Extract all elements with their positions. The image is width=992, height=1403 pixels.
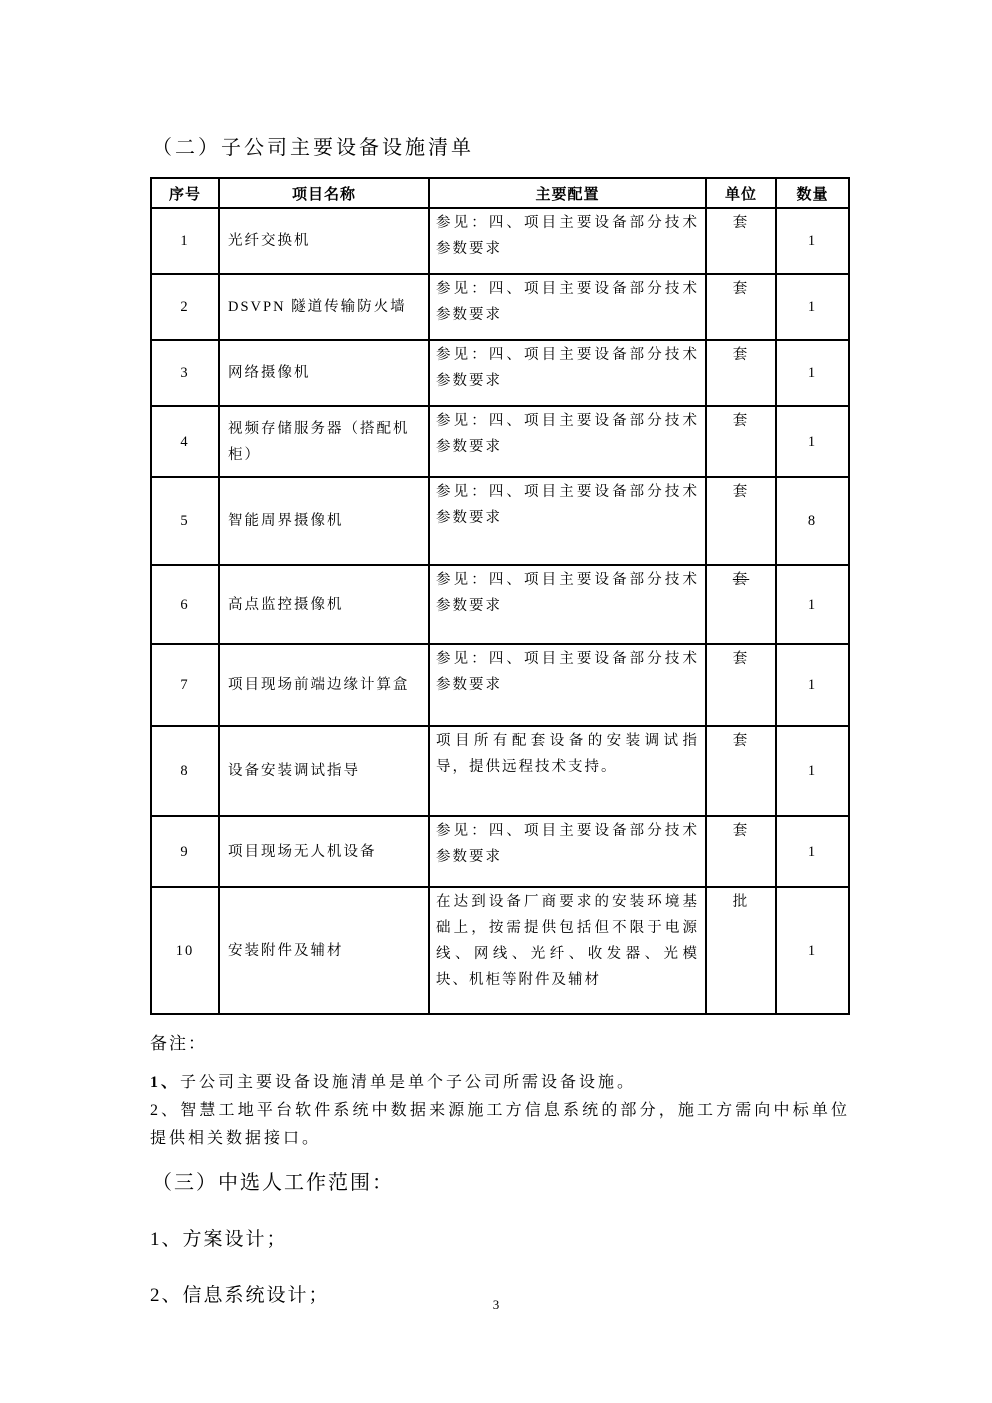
note-text: 子公司主要设备设施清单是单个子公司所需设备设施。 [180,1074,637,1091]
cell-config: 参见：四、项目主要设备部分技术参数要求 [429,816,706,887]
cell-no: 8 [151,726,219,816]
table-row [151,274,849,340]
table-row [151,208,849,274]
cell-no: 9 [151,816,219,887]
cell-name: 光纤交换机 [219,208,429,274]
cell-qty: 1 [776,565,849,644]
cell-config: 参见：四、项目主要设备部分技术参数要求 [429,644,706,726]
notes-label: 备注： [150,1034,207,1053]
cell-config: 参见：四、项目主要设备部分技术参数要求 [429,208,706,274]
note-prefix: 1、 [150,1074,181,1091]
header-qty: 数量 [776,178,849,208]
cell-no: 6 [151,565,219,644]
cell-unit: 套 [706,726,776,816]
cell-name: 设备安装调试指导 [219,726,429,816]
cell-name: 项目现场无人机设备 [219,816,429,887]
cell-config: 参见：四、项目主要设备部分技术参数要求 [429,340,706,406]
cell-name: DSVPN 隧道传输防火墙 [219,274,429,340]
cell-config: 参见：四、项目主要设备部分技术参数要求 [429,565,706,644]
section-title: （二）子公司主要设备设施清单 [152,137,474,159]
cell-qty: 1 [776,644,849,726]
cell-name: 网络摄像机 [219,340,429,406]
cell-config: 参见：四、项目主要设备部分技术参数要求 [429,406,706,477]
table-row [151,477,849,565]
table-body [151,208,849,1014]
table-row [151,406,849,477]
struck-unit-text: 套 [732,572,750,588]
cell-qty: 1 [776,726,849,816]
equipment-table [150,177,850,1015]
cell-name: 安装附件及辅材 [219,887,429,1014]
table-row [151,644,849,726]
cell-config: 在达到设备厂商要求的安装环境基础上，按需提供包括但不限于电源线、网线、光纤、收发器、光模块、机柜等附件及辅材 [429,887,706,1014]
table-row [151,887,849,1014]
section-heading: （三）中选人工作范围： [152,1172,394,1194]
table-row [151,340,849,406]
cell-name: 高点监控摄像机 [219,565,429,644]
cell-unit: 套 [706,208,776,274]
page-number: 3 [492,1297,500,1312]
cell-name: 智能周界摄像机 [219,477,429,565]
cell-qty: 1 [776,340,849,406]
cell-unit: 套 [706,477,776,565]
header-unit: 单位 [706,178,776,208]
cell-qty: 1 [776,887,849,1014]
cell-unit: 套 [706,644,776,726]
cell-name: 项目现场前端边缘计算盒 [219,644,429,726]
cell-unit: 套 [706,406,776,477]
table-row [151,565,849,644]
header-config: 主要配置 [429,178,706,208]
note-item [150,1069,850,1097]
table-header-row [151,178,849,208]
list-item: 1、方案设计； [150,1229,288,1250]
cell-unit: 套 [706,340,776,406]
cell-no: 3 [151,340,219,406]
note-item [150,1097,850,1153]
cell-config: 项目所有配套设备的安装调试指导，提供远程技术支持。 [429,726,706,816]
cell-name: 视频存储服务器（搭配机柜） [219,406,429,477]
cell-no: 5 [151,477,219,565]
cell-qty: 8 [776,477,849,565]
cell-no: 10 [151,887,219,1014]
table-row [151,816,849,887]
cell-no: 4 [151,406,219,477]
table-row [151,726,849,816]
note-prefix: 2、 [150,1102,181,1119]
cell-config: 参见：四、项目主要设备部分技术参数要求 [429,274,706,340]
cell-unit: 套 [706,816,776,887]
header-name: 项目名称 [219,178,429,208]
cell-no: 1 [151,208,219,274]
cell-config: 参见：四、项目主要设备部分技术参数要求 [429,477,706,565]
document-page [150,0,850,1307]
cell-qty: 1 [776,406,849,477]
note-text: 智慧工地平台软件系统中数据来源施工方信息系统的部分，施工方需向中标单位提供相关数据接口。 [150,1102,850,1147]
header-no: 序号 [151,178,219,208]
cell-unit: 批 [706,887,776,1014]
cell-qty: 1 [776,208,849,274]
cell-unit [706,565,776,644]
cell-qty: 1 [776,274,849,340]
cell-unit: 套 [706,274,776,340]
cell-no: 7 [151,644,219,726]
cell-qty: 1 [776,816,849,887]
cell-no: 2 [151,274,219,340]
list-item: 2、信息系统设计； [150,1285,330,1306]
